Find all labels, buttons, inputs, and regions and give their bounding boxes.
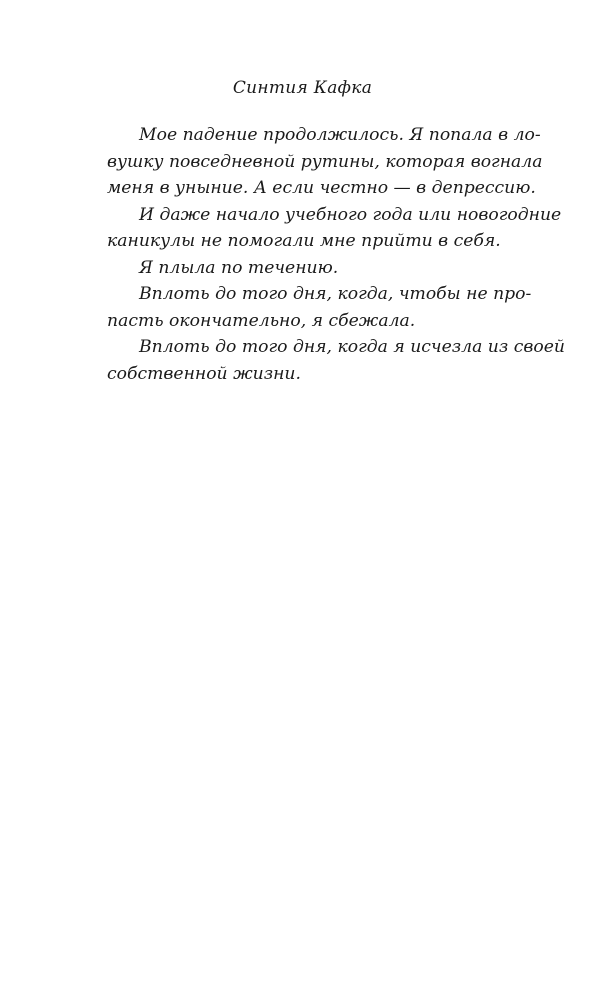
text-line: И даже начало учебного года или новогодние — [139, 204, 562, 225]
running-header-author: Синтия Кафка — [232, 78, 373, 98]
text-line: Вплоть до того дня, когда, чтобы не про- — [139, 284, 532, 304]
paragraph-4 — [107, 281, 532, 334]
text-line: Я плыла по течению. — [139, 257, 339, 278]
paragraph-3 — [107, 255, 527, 282]
text-line: пасть окончательно, я сбежала. — [107, 310, 416, 331]
text-line: вушку повседневной рутины, которая вогнала — [107, 151, 543, 172]
text-line: каникулы не помогали мне прийти в себя. — [107, 231, 501, 251]
paragraph-5 — [107, 334, 565, 387]
text-line: Вплоть до того дня, когда я исчезла из своей — [139, 337, 565, 357]
text-line: Мое падение продолжилось. Я попала в ло- — [139, 125, 541, 145]
paragraph-1 — [107, 122, 543, 202]
text-line: меня в уныние. А если честно — в депрессию. — [107, 178, 536, 198]
body-text — [107, 122, 565, 387]
text-line: собственной жизни. — [107, 363, 301, 384]
paragraph-2 — [107, 202, 562, 255]
